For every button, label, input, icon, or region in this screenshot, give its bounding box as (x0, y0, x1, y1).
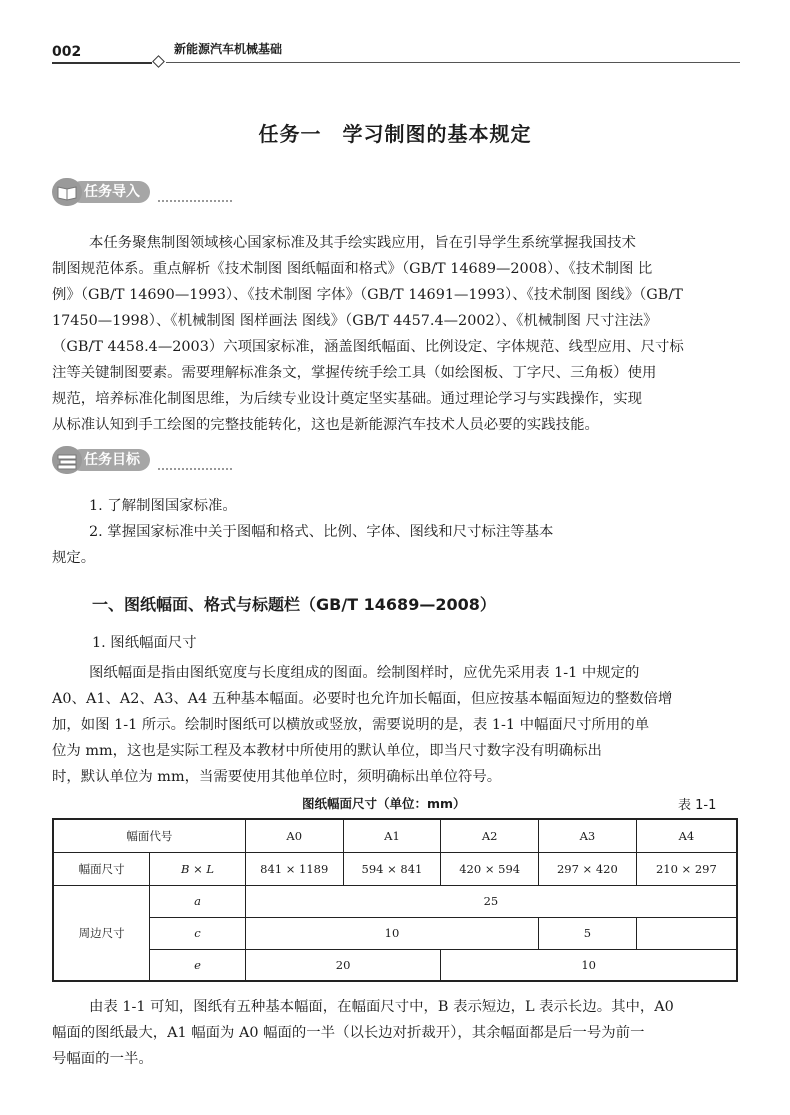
table-cell: A4 (636, 819, 737, 852)
table-cell: 25 (245, 885, 737, 917)
table-cell: 幅面尺寸 (53, 852, 150, 885)
body-line: 号幅面的一半。 (52, 1051, 153, 1067)
book-stack-icon (52, 446, 82, 474)
table-caption: 图纸幅面尺寸（单位：mm） (302, 796, 466, 811)
diamond-icon (152, 55, 165, 68)
table-row (53, 949, 737, 981)
goals-badge-dots (158, 468, 232, 470)
table-cell (636, 917, 737, 949)
goal-item-2-cont: 规定。 (52, 550, 96, 566)
body-line: 幅面的图纸最大，A1 幅面为 A0 幅面的一半（以长边对折裁开），其余幅面都是后一号为前一 (52, 1025, 645, 1041)
table-cell: 幅面代号 (53, 819, 245, 852)
section-heading: 一、图纸幅面、格式与标题栏（GB/T 14689—2008） (92, 595, 496, 614)
header-rule (166, 62, 740, 63)
table-cell: a (150, 885, 246, 917)
goals-badge-label: 任务目标 (70, 449, 150, 471)
table-cell: 297 × 420 (539, 852, 637, 885)
goal-item-1: 1. 了解制图国家标准。 (89, 498, 237, 514)
body-line: 加，如图 1-1 所示。绘制时图纸可以横放或竖放，需要说明的是，表 1-1 中幅面尺寸所用的单 (52, 717, 650, 733)
page-number: 002 (52, 44, 82, 60)
table-cell: A3 (539, 819, 637, 852)
intro-badge-dots (158, 200, 232, 202)
table-cell: B × L (150, 852, 246, 885)
body-line: 时，默认单位为 mm，当需要使用其他单位时，须明确标出单位符号。 (52, 769, 502, 785)
subsection-heading: 1. 图纸幅面尺寸 (92, 635, 197, 651)
table-cell: 841 × 1189 (245, 852, 343, 885)
table-row (53, 917, 737, 949)
table-cell: 210 × 297 (636, 852, 737, 885)
book-title: 新能源汽车机械基础 (174, 42, 283, 56)
intro-line: 注等关键制图要素。需要理解标准条文，掌握传统手绘工具（如绘图板、丁字尺、三角板）使用 (52, 365, 657, 381)
table-number: 表 1-1 (678, 798, 717, 813)
table-cell: 5 (539, 917, 637, 949)
table-cell: 20 (245, 949, 440, 981)
task-title: 任务一 学习制图的基本规定 (258, 122, 532, 146)
page-number-underline (52, 62, 152, 64)
intro-badge-label: 任务导入 (70, 181, 150, 203)
intro-line: （GB/T 4458.4—2003）六项国家标准，涵盖图纸幅面、比例设定、字体规范、线型应用、尺寸标 (52, 339, 684, 355)
table-row (53, 885, 737, 917)
intro-line: 从标准认知到手工绘图的完整技能转化，这也是新能源汽车技术人员必要的实践技能。 (52, 417, 599, 433)
book-icon (52, 178, 82, 206)
paper-size-table (52, 818, 738, 982)
intro-line: 例》（GB/T 14690—1993）、《技术制图 字体》（GB/T 14691—1993）、《技术制图 图线》（GB/T (52, 287, 683, 303)
table-cell: 420 × 594 (441, 852, 539, 885)
body-line: A0、A1、A2、A3、A4 五种基本幅面。必要时也允许加长幅面，但应按基本幅面短边的整数倍增 (52, 691, 673, 707)
body-line: 由表 1-1 可知，图纸有五种基本幅面，在幅面尺寸中，B 表示短边，L 表示长边。其中，A0 (89, 999, 674, 1015)
table-cell: 周边尺寸 (53, 885, 150, 981)
body-line: 位为 mm，这也是实际工程及本教材中所使用的默认单位，即当尺寸数字没有明确标出 (52, 743, 602, 759)
table-row (53, 852, 737, 885)
table-cell: A2 (441, 819, 539, 852)
table-cell: c (150, 917, 246, 949)
intro-line: 17450—1998）、《机械制图 图样画法 图线》（GB/T 4457.4—2002）、《机械制图 尺寸注法》 (52, 313, 658, 329)
table-cell: A0 (245, 819, 343, 852)
goal-item-2: 2. 掌握国家标准中关于图幅和格式、比例、字体、图线和尺寸标注等基本 (89, 524, 554, 540)
page-header (52, 40, 740, 70)
table-row (53, 819, 737, 852)
table-cell: 594 × 841 (343, 852, 441, 885)
table-cell: A1 (343, 819, 441, 852)
table-cell: 10 (245, 917, 538, 949)
table-cell: e (150, 949, 246, 981)
intro-line: 制图规范体系。重点解析《技术制图 图纸幅面和格式》（GB/T 14689—2008）、《技术制图 比 (52, 261, 653, 277)
intro-line: 本任务聚焦制图领域核心国家标准及其手绘实践应用，旨在引导学生系统掌握我国技术 (89, 235, 636, 251)
table-cell: 10 (441, 949, 737, 981)
intro-line: 规范，培养标准化制图思维，为后续专业设计奠定坚实基础。通过理论学习与实践操作，实现 (52, 391, 643, 407)
body-line: 图纸幅面是指由图纸宽度与长度组成的图面。绘制图样时，应优先采用表 1-1 中规定的 (89, 665, 640, 681)
